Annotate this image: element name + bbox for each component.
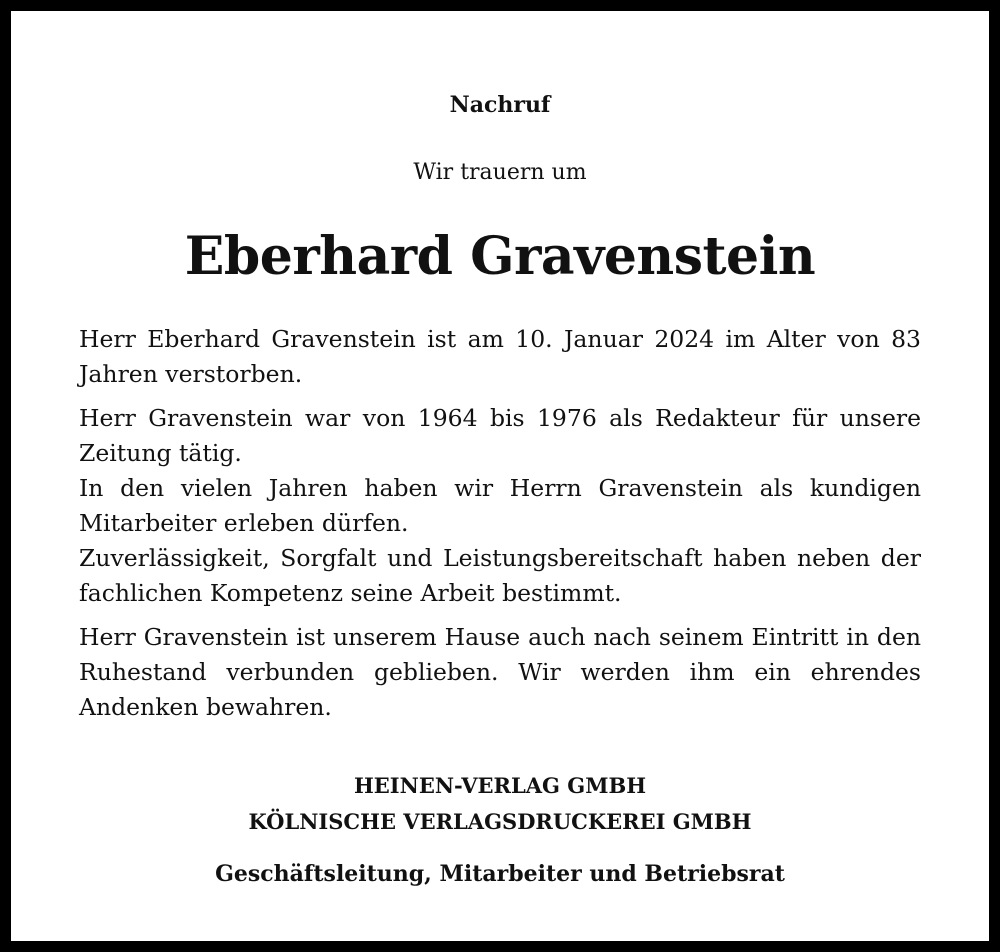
obituary-body xyxy=(79,322,921,725)
paragraph: In den vielen Jahren haben wir Herrn Gravenstein als kundigen Mitarbeiter erleben dürfen. xyxy=(79,474,921,537)
notice-heading: Nachruf xyxy=(449,92,551,118)
intro-line: Wir trauern um xyxy=(413,160,587,185)
organization-block xyxy=(11,768,989,840)
paragraph: Herr Gravenstein war von 1964 bis 1976 als Redakteur für unsere Zeitung tätig. xyxy=(79,404,921,467)
deceased-name: Eberhard Gravenstein xyxy=(184,226,816,287)
organization-name: HEINEN-VERLAG GMBH xyxy=(353,773,647,798)
organization-name: KÖLNISCHE VERLAGSDRUCKEREI GMBH xyxy=(248,809,752,834)
signatories: Geschäftsleitung, Mitarbeiter und Betriebsrat xyxy=(215,861,785,887)
paragraph: Herr Gravenstein ist unserem Hause auch nach seinem Eintritt in den Ruhestand verbunden geblieben. Wir werden ihm ein ehrendes Andenken bewahren. xyxy=(79,623,921,721)
paragraph: Zuverlässigkeit, Sorgfalt und Leistungsbereitschaft haben neben der fachlichen Kompetenz seine Arbeit bestimmt. xyxy=(79,544,921,607)
paragraph: Herr Eberhard Gravenstein ist am 10. Januar 2024 im Alter von 83 Jahren verstorben. xyxy=(79,325,921,388)
